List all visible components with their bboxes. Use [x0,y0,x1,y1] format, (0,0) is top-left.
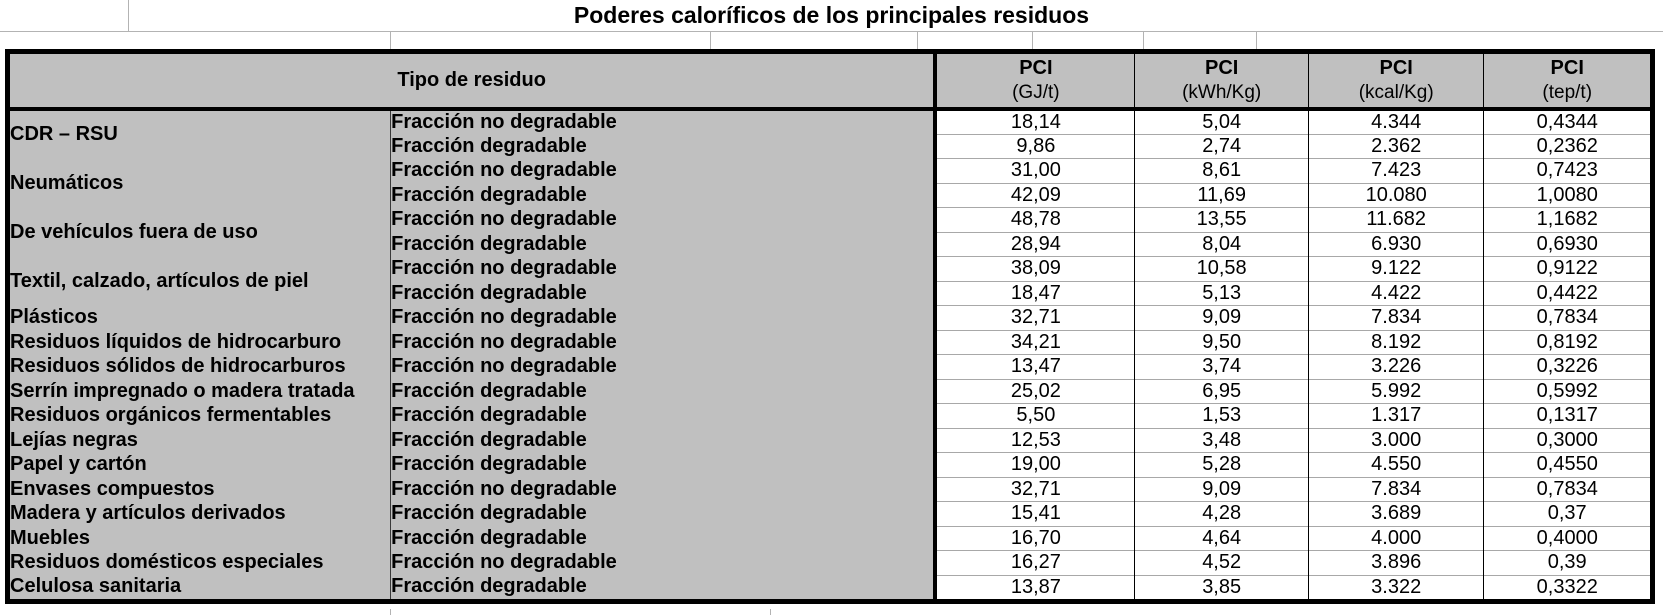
fraction-cell: Fracción degradable [391,379,936,404]
pci-value-cell: 0,3322 [1484,575,1653,601]
pci-value-cell: 18,14 [935,109,1135,135]
pci-value-cell: 5,50 [935,404,1135,429]
gridline-tick [390,609,391,615]
gridline-tick [1256,31,1257,49]
page-title: Poderes caloríficos de los principales residuos [573,2,1090,28]
pci-value-cell: 0,3226 [1484,355,1653,380]
pci-value-cell: 0,4000 [1484,526,1653,551]
pci-value-cell: 18,47 [935,281,1135,306]
pci-value-cell: 0,39 [1484,551,1653,576]
table-row [8,159,1653,184]
pci-value-cell: 0,4422 [1484,281,1653,306]
pci-value-cell: 8.192 [1308,330,1484,355]
fraction-cell: Fracción no degradable [391,208,936,233]
pci-value-cell: 9,09 [1135,477,1309,502]
pci-value-cell: 12,53 [935,428,1135,453]
pci-value-cell: 15,41 [935,502,1135,527]
table-row [8,257,1653,282]
gridline-tick [1143,31,1144,49]
pci-value-cell: 5,04 [1135,109,1309,135]
table-row [8,355,1653,380]
pci-value-cell: 3.322 [1308,575,1484,601]
pci-value-cell: 31,00 [935,159,1135,184]
pci-value-cell: 0,4550 [1484,453,1653,478]
pci-value-cell: 19,00 [935,453,1135,478]
table-row [8,502,1653,527]
pci-value-cell: 11.682 [1308,208,1484,233]
residue-type-cell: Neumáticos [8,159,391,208]
fraction-cell: Fracción no degradable [391,330,936,355]
gridline-horizontal [0,31,1663,32]
pci-value-cell: 16,27 [935,551,1135,576]
pci-value-cell: 10,58 [1135,257,1309,282]
table-row [8,379,1653,404]
header-pci-tep-name: PCI [1550,56,1584,79]
table-row [8,208,1653,233]
pci-value-cell: 2,74 [1135,134,1309,159]
pci-value-cell: 4.344 [1308,109,1484,135]
header-pci-gj-name: PCI [1019,56,1053,79]
residue-type-cell: Residuos orgánicos fermentables [8,404,391,429]
pci-value-cell: 1,0080 [1484,183,1653,208]
header-pci-gj-unit: (GJ/t) [1012,81,1060,103]
fraction-cell: Fracción no degradable [391,159,936,184]
table-row [8,453,1653,478]
residue-type-cell: Serrín impregnado o madera tratada [8,379,391,404]
fraction-cell: Fracción degradable [391,404,936,429]
fraction-cell: Fracción no degradable [391,551,936,576]
header-tipo-de-residuo: Tipo de residuo [8,52,936,109]
residue-type-cell: Envases compuestos [8,477,391,502]
header-pci-tep [1484,52,1653,109]
pci-value-cell: 13,47 [935,355,1135,380]
table-body [8,109,1653,602]
pci-value-cell: 0,37 [1484,502,1653,527]
residue-type-cell: De vehículos fuera de uso [8,208,391,257]
pci-value-cell: 4.000 [1308,526,1484,551]
pci-value-cell: 32,71 [935,477,1135,502]
pci-value-cell: 0,9122 [1484,257,1653,282]
pci-value-cell: 6,95 [1135,379,1309,404]
pci-value-cell: 0,5992 [1484,379,1653,404]
pci-value-cell: 9,09 [1135,306,1309,331]
gridline-tick [1032,31,1033,49]
header-pci-gj [935,52,1135,109]
fraction-cell: Fracción no degradable [391,306,936,331]
pci-value-cell: 4,64 [1135,526,1309,551]
table-row [8,477,1653,502]
fraction-cell: Fracción no degradable [391,257,936,282]
fraction-cell: Fracción no degradable [391,109,936,135]
fraction-cell: Fracción degradable [391,526,936,551]
pci-value-cell: 3,74 [1135,355,1309,380]
header-pci-kcal [1308,52,1484,109]
pci-value-cell: 3.000 [1308,428,1484,453]
residue-type-cell: Residuos líquidos de hidrocarburo [8,330,391,355]
pci-value-cell: 8,61 [1135,159,1309,184]
header-pci-kcal-unit: (kcal/Kg) [1358,81,1434,103]
pci-value-cell: 0,8192 [1484,330,1653,355]
fraction-cell: Fracción degradable [391,134,936,159]
table-row [8,306,1653,331]
pci-value-cell: 5,28 [1135,453,1309,478]
residue-type-cell: Residuos domésticos especiales [8,551,391,576]
header-pci-kwh-unit: (kWh/Kg) [1182,81,1262,103]
pci-value-cell: 7.834 [1308,477,1484,502]
fraction-cell: Fracción degradable [391,281,936,306]
gridline-tick [770,609,771,615]
residue-type-cell: Residuos sólidos de hidrocarburos [8,355,391,380]
pci-value-cell: 0,1317 [1484,404,1653,429]
pci-value-cell: 4,52 [1135,551,1309,576]
pci-value-cell: 32,71 [935,306,1135,331]
pci-value-cell: 0,7423 [1484,159,1653,184]
table-row [8,526,1653,551]
table-row [8,330,1653,355]
pci-value-cell: 13,55 [1135,208,1309,233]
residue-type-cell: Papel y cartón [8,453,391,478]
pci-value-cell: 28,94 [935,232,1135,257]
pci-value-cell: 1,53 [1135,404,1309,429]
pci-value-cell: 2.362 [1308,134,1484,159]
pci-value-cell: 13,87 [935,575,1135,601]
fraction-cell: Fracción degradable [391,183,936,208]
residue-type-cell: Lejías negras [8,428,391,453]
gridline-tick [390,31,391,49]
header-row [8,52,1653,109]
pci-value-cell: 7.423 [1308,159,1484,184]
residue-type-cell: CDR – RSU [8,109,391,159]
pci-value-cell: 8,04 [1135,232,1309,257]
pci-value-cell: 9,50 [1135,330,1309,355]
pci-value-cell: 0,3000 [1484,428,1653,453]
table-row [8,551,1653,576]
gridline-tick [128,0,129,31]
fraction-cell: Fracción degradable [391,453,936,478]
pci-value-cell: 9,86 [935,134,1135,159]
pci-value-cell: 4.550 [1308,453,1484,478]
pci-value-cell: 3,48 [1135,428,1309,453]
pci-value-cell: 4,28 [1135,502,1309,527]
fraction-cell: Fracción degradable [391,428,936,453]
table-row [8,404,1653,429]
header-pci-kcal-name: PCI [1379,56,1413,79]
pci-value-cell: 16,70 [935,526,1135,551]
fraction-cell: Fracción no degradable [391,477,936,502]
gridline-tick [710,31,711,49]
pci-value-cell: 10.080 [1308,183,1484,208]
pci-value-cell: 3,85 [1135,575,1309,601]
pci-value-cell: 42,09 [935,183,1135,208]
residue-type-cell: Celulosa sanitaria [8,575,391,601]
pci-value-cell: 3.896 [1308,551,1484,576]
residue-type-cell: Plásticos [8,306,391,331]
pci-value-cell: 0,7834 [1484,477,1653,502]
header-pci-tep-unit: (tep/t) [1542,81,1593,103]
pci-value-cell: 0,2362 [1484,134,1653,159]
pci-value-cell: 0,4344 [1484,109,1653,135]
pci-value-cell: 3.689 [1308,502,1484,527]
pci-value-cell: 9.122 [1308,257,1484,282]
fraction-cell: Fracción degradable [391,575,936,601]
gridline-tick [917,31,918,49]
pci-value-cell: 48,78 [935,208,1135,233]
table-row [8,575,1653,601]
pci-value-cell: 11,69 [1135,183,1309,208]
header-pci-kwh [1135,52,1309,109]
table-row [8,109,1653,135]
fraction-cell: Fracción degradable [391,232,936,257]
residue-type-cell: Textil, calzado, artículos de piel [8,257,391,306]
pci-value-cell: 7.834 [1308,306,1484,331]
pci-value-cell: 0,6930 [1484,232,1653,257]
pci-value-cell: 5,13 [1135,281,1309,306]
pci-value-cell: 0,7834 [1484,306,1653,331]
pci-value-cell: 6.930 [1308,232,1484,257]
header-pci-kwh-name: PCI [1204,56,1239,79]
pci-value-cell: 34,21 [935,330,1135,355]
pci-value-cell: 25,02 [935,379,1135,404]
pci-value-cell: 3.226 [1308,355,1484,380]
pci-value-cell: 5.992 [1308,379,1484,404]
fraction-cell: Fracción degradable [391,502,936,527]
pci-value-cell: 1.317 [1308,404,1484,429]
residue-type-cell: Muebles [8,526,391,551]
pci-value-cell: 38,09 [935,257,1135,282]
table-row [8,428,1653,453]
table-header [8,52,1653,109]
residue-type-cell: Madera y artículos derivados [8,502,391,527]
pci-value-cell: 4.422 [1308,281,1484,306]
pci-value-cell: 1,1682 [1484,208,1653,233]
residues-table [5,49,1655,604]
fraction-cell: Fracción no degradable [391,355,936,380]
